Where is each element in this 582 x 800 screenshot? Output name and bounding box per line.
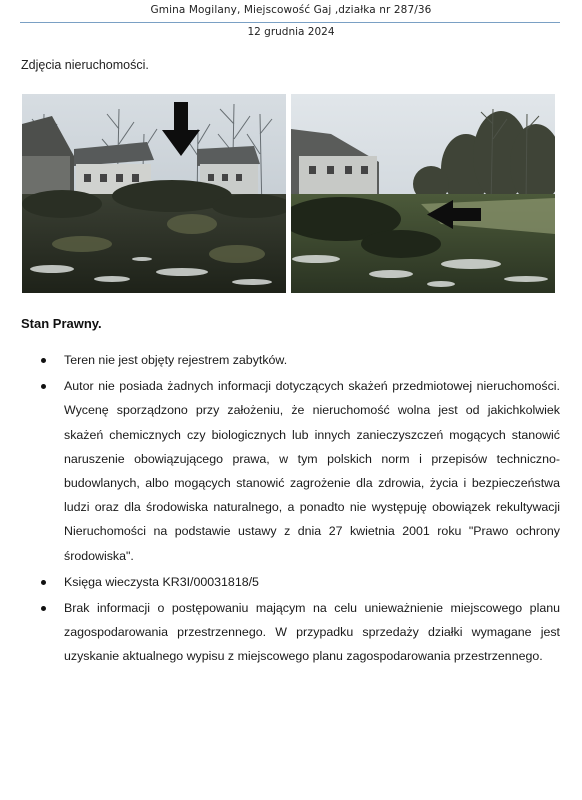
list-item-text: Teren nie jest objęty rejestrem zabytków. bbox=[64, 353, 288, 367]
photos-heading: Zdjęcia nieruchomości. bbox=[21, 58, 149, 72]
legal-status-list bbox=[38, 348, 560, 669]
list-item bbox=[38, 570, 560, 594]
list-item-text: Księga wieczysta KR3I/00031818/5 bbox=[64, 574, 259, 589]
bullet-icon bbox=[41, 606, 46, 611]
list-item-text: Brak informacji o postępowaniu mającym na celu unieważnienie miejscowego planu zagospodarowania przestrzennego. W przypadku sprzedaży działki wymagane jest uzyskanie aktualnego wypisu z miejscowego planu zagospodarowania przestrzennego. bbox=[64, 601, 560, 664]
photo-right-image bbox=[291, 94, 555, 293]
list-item-text: Autor nie posiada żadnych informacji dotyczących skażeń przedmiotowej nieruchomości. Wycenę sporządzono przy założeniu, że nieruchomość wolna jest od jakichkolwiek skażeń chemicznych czy biologicznych lub innych zanieczyszczeń mogących stanowić naruszenie obowiązującego prawa, w tym polskich norm i przepisów techniczno- budowlanych, albo mogących stanowić zagrożenie dla zdrowia, życia i bezpieczeństwa ludzi oraz dla środowiska naturalnego, a ponadto nie występuję obowiązek rekultywacji Nieruchomości na podstawie ustawy z dnia 27 kwietnia 2001 roku "Prawo ochrony środowiska". bbox=[64, 379, 560, 563]
header-date: 12 grudnia 2024 bbox=[247, 26, 335, 38]
bullet-icon bbox=[41, 384, 46, 389]
header-rule bbox=[20, 22, 560, 23]
photo-left-image bbox=[22, 94, 286, 293]
bullet-icon bbox=[41, 580, 46, 585]
list-item bbox=[38, 374, 560, 568]
property-photo-right bbox=[291, 94, 555, 293]
list-item bbox=[38, 596, 560, 669]
page-header bbox=[0, 4, 582, 38]
bullet-icon bbox=[41, 358, 46, 363]
property-photo-left bbox=[22, 94, 286, 293]
list-item bbox=[38, 348, 560, 372]
legal-status-title: Stan Prawny. bbox=[21, 316, 102, 331]
header-location: Gmina Mogilany, Miejscowość Gaj ,działka nr 287/36 bbox=[150, 4, 432, 16]
